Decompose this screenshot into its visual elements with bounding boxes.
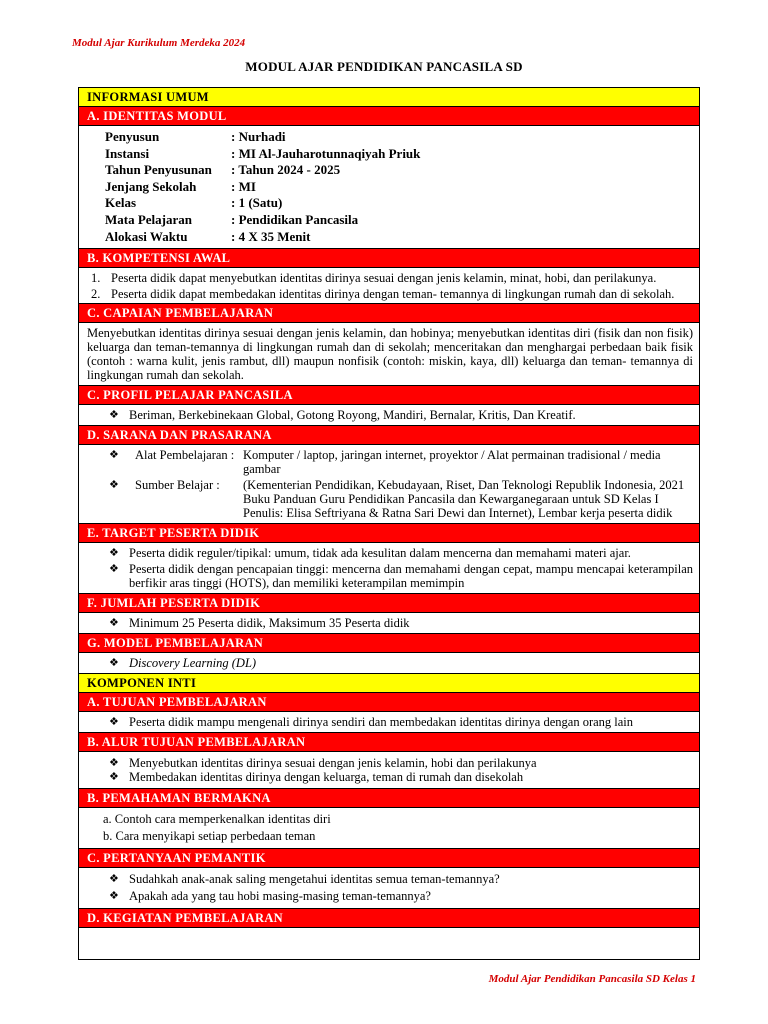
identitas-row — [105, 212, 693, 229]
list-number: 1. — [91, 271, 101, 286]
alur-list — [79, 752, 699, 789]
identitas-block — [79, 126, 699, 249]
pertanyaan-list — [79, 868, 699, 909]
list-text: Discovery Learning (DL) — [129, 656, 257, 671]
jumlah-list — [79, 613, 699, 634]
identitas-value: : Tahun 2024 - 2025 — [231, 162, 341, 178]
list-text: Peserta didik dapat menyebutkan identitas dirinya sesuai dengan jenis kelamin, minat, hobi, dan perilakunya. — [111, 271, 657, 286]
tujuan-list — [79, 712, 699, 733]
identitas-row — [105, 146, 693, 163]
diamond-bullet-icon: ❖ — [109, 873, 119, 886]
list-item: b. Cara menyikapi setiap perbedaan teman — [103, 829, 316, 844]
list-text: Menyebutkan identitas dirinya sesuai dengan jenis kelamin, hobi dan perilakunya — [129, 756, 537, 771]
list-text: Sudahkah anak-anak saling mengetahui identitas semua teman-temannya? — [129, 872, 500, 887]
running-footer: Modul Ajar Pendidikan Pancasila SD Kelas 1 — [488, 973, 696, 985]
diamond-bullet-icon: ❖ — [109, 617, 119, 630]
sarana-list — [79, 445, 699, 524]
identitas-row — [105, 129, 693, 146]
diamond-bullet-icon: ❖ — [109, 757, 119, 770]
sarana-label: Sumber Belajar : — [135, 478, 220, 493]
document-title: MODUL AJAR PENDIDIKAN PANCASILA SD — [245, 59, 523, 74]
identitas-row — [105, 195, 693, 212]
section-identitas-modul: A. IDENTITAS MODUL — [79, 107, 699, 126]
identitas-value: : Pendidikan Pancasila — [231, 211, 359, 227]
section-model: G. MODEL PEMBELAJARAN — [79, 634, 699, 653]
list-item — [87, 478, 693, 520]
diamond-bullet-icon: ❖ — [109, 716, 119, 729]
diamond-bullet-icon: ❖ — [109, 563, 119, 576]
list-item — [87, 287, 693, 301]
list-item — [87, 546, 693, 560]
pemahaman-list — [79, 808, 699, 849]
diamond-bullet-icon: ❖ — [109, 657, 119, 670]
sarana-label: Alat Pembelajaran : — [135, 448, 235, 463]
list-item — [87, 616, 693, 630]
identitas-value: : MI Al-Jauharotunnaqiyah Priuk — [231, 145, 421, 161]
section-jumlah: F. JUMLAH PESERTA DIDIK — [79, 594, 699, 613]
section-komponen-inti: KOMPONEN INTI — [79, 674, 699, 693]
list-item: a. Contoh cara memperkenalkan identitas diri — [103, 812, 331, 827]
profil-list — [79, 405, 699, 426]
identitas-row — [105, 162, 693, 179]
diamond-bullet-icon: ❖ — [109, 409, 119, 422]
section-kompetensi-awal: B. KOMPETENSI AWAL — [79, 249, 699, 268]
identitas-value: : Nurhadi — [231, 129, 286, 144]
identitas-key: Instansi — [105, 145, 150, 161]
module-table — [78, 87, 700, 960]
section-tujuan: A. TUJUAN PEMBELAJARAN — [79, 693, 699, 712]
section-target: E. TARGET PESERTA DIDIK — [79, 524, 699, 543]
identitas-key: Penyusun — [105, 129, 160, 144]
list-text: Minimum 25 Peserta didik, Maksimum 35 Peserta didik — [129, 616, 410, 631]
list-text: Peserta didik dengan pencapaian tinggi: mencerna dan memahami dengan cepat, mampu mencapai keterampilan berfikir aras tinggi (HOTS), dan memiliki keterampilan memimpin — [129, 562, 693, 591]
diamond-bullet-icon: ❖ — [109, 449, 119, 462]
list-item — [87, 888, 693, 905]
section-informasi-umum: INFORMASI UMUM — [79, 88, 699, 107]
list-item — [87, 715, 693, 729]
list-number: 2. — [91, 287, 101, 302]
diamond-bullet-icon: ❖ — [109, 890, 119, 903]
identitas-key: Mata Pelajaran — [105, 211, 193, 227]
identitas-row — [105, 179, 693, 196]
list-text: Peserta didik mampu mengenali dirinya sendiri dan membedakan identitas dirinya dengan orang lain — [129, 715, 634, 730]
target-list — [79, 543, 699, 594]
kompetensi-awal-list — [79, 268, 699, 304]
section-pertanyaan: C. PERTANYAAN PEMANTIK — [79, 849, 699, 868]
identitas-key: Alokasi Waktu — [105, 228, 188, 244]
section-kegiatan: D. KEGIATAN PEMBELAJARAN — [79, 909, 699, 928]
section-sarana: D. SARANA DAN PRASARANA — [79, 426, 699, 445]
list-text: Komputer / laptop, jaringan internet, proyektor / Alat permainan tradisional / media gambar — [243, 448, 661, 477]
diamond-bullet-icon: ❖ — [109, 771, 119, 784]
model-list — [79, 653, 699, 674]
diamond-bullet-icon: ❖ — [109, 479, 119, 492]
list-text: Beriman, Berkebinekaan Global, Gotong Royong, Mandiri, Bernalar, Kritis, Dan Kreatif. — [129, 408, 576, 423]
section-profil: C. PROFIL PELAJAR PANCASILA — [79, 386, 699, 405]
section-capaian: C. CAPAIAN PEMBELAJARAN — [79, 304, 699, 323]
list-item — [87, 562, 693, 590]
list-text: (Kementerian Pendidikan, Kebudayaan, Riset, Dan Teknologi Republik Indonesia, 2021 Buku Panduan Guru Pendidikan Pancasila dan Kewarganegaraan untuk SD Kelas I Penulis: Elisa Seftriyana & Ratna Sari Dewi dan Internet), Lembar kerja peserta didik — [243, 478, 685, 521]
diamond-bullet-icon: ❖ — [109, 547, 119, 560]
list-item — [87, 408, 693, 422]
list-text: Apakah ada yang tau hobi masing-masing teman-temannya? — [129, 889, 431, 904]
capaian-text: Menyebutkan identitas dirinya sesuai dengan jenis kelamin, dan hobinya; menyebutkan identitas diri (fisik dan non fisik) keluarga dan teman-temannya di lingkungan rumah dan di sekolah; menceritakan dan menghargai perbedaan baik fisik (contoh : warna kulit, jenis rambut, dll) maupun nonfisik (contoh: miskin, kaya, dll) keluarga dan teman- temannya di lingkungan rumah dan sekolah. — [79, 323, 699, 386]
list-item — [87, 656, 693, 670]
identitas-value: : 1 (Satu) — [231, 195, 283, 211]
section-pemahaman: B. PEMAHAMAN BERMAKNA — [79, 789, 699, 808]
list-text: Membedakan identitas dirinya dengan keluarga, teman di rumah dan disekolah — [129, 770, 524, 785]
identitas-row — [105, 229, 693, 246]
identitas-value: : 4 X 35 Menit — [231, 228, 311, 244]
list-text: Peserta didik dapat membedakan identitas dirinya dengan teman- temannya di lingkungan rumah dan di sekolah. — [111, 287, 675, 302]
list-text: Peserta didik reguler/tipikal: umum, tidak ada kesulitan dalam mencerna dan memahami materi ajar. — [129, 546, 631, 561]
list-item — [87, 271, 693, 285]
identitas-key: Kelas — [105, 195, 137, 211]
identitas-value: : MI — [231, 178, 256, 194]
list-item — [87, 756, 693, 770]
list-item — [87, 770, 693, 784]
identitas-key: Tahun Penyusunan — [105, 162, 212, 178]
list-item — [87, 448, 693, 476]
identitas-key: Jenjang Sekolah — [105, 178, 197, 194]
list-item — [87, 871, 693, 888]
running-header: Modul Ajar Kurikulum Merdeka 2024 — [72, 37, 246, 49]
section-alur: B. ALUR TUJUAN PEMBELAJARAN — [79, 733, 699, 752]
